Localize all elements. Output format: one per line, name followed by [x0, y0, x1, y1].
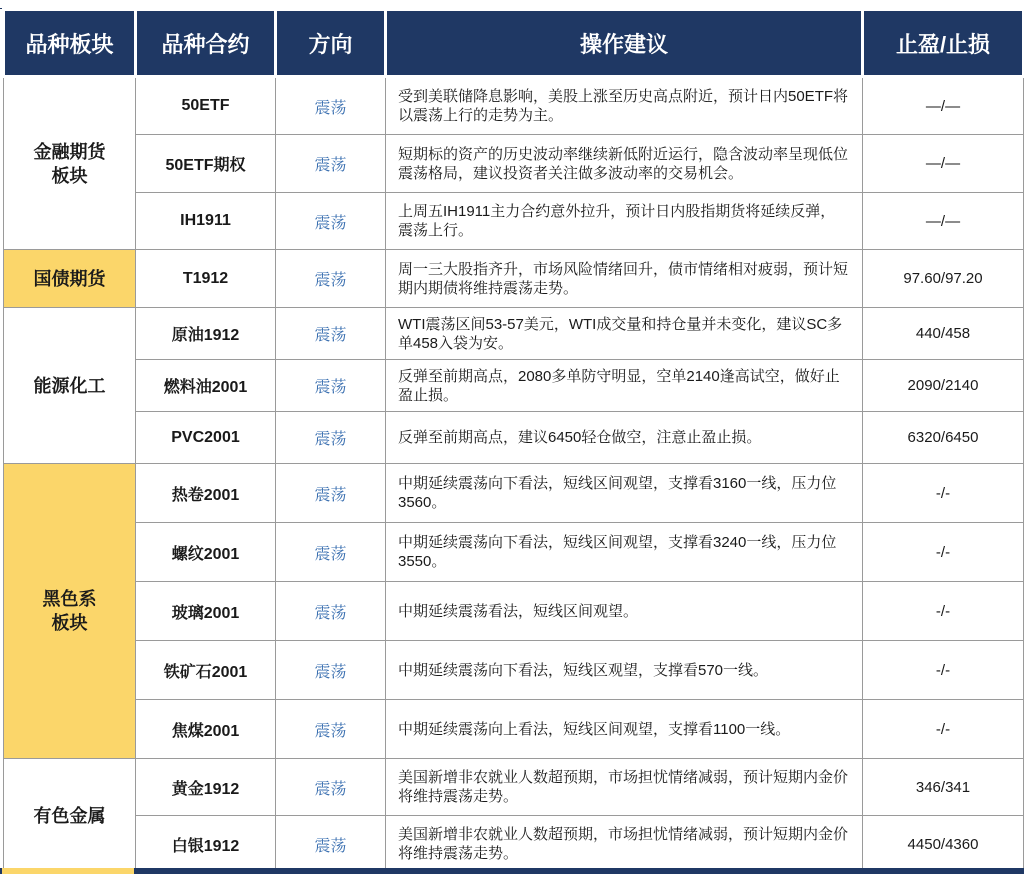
table-row: [4, 816, 1024, 873]
advice-cell: 美国新增非农就业人数超预期，市场担忧情绪减弱，预计短期内金价将维持震荡走势。: [386, 816, 863, 873]
table-row: [4, 250, 1024, 308]
direction-cell: 震荡: [276, 759, 386, 816]
direction-cell: 震荡: [276, 135, 386, 193]
table-row: [4, 308, 1024, 360]
stop-cell: 6320/6450: [863, 412, 1024, 464]
contract-cell: 燃料油2001: [136, 360, 276, 412]
stop-cell: 346/341: [863, 759, 1024, 816]
futures-advice-table: [2, 8, 1024, 873]
category-cell: 金融期货 板块: [4, 77, 136, 250]
contract-cell: 玻璃2001: [136, 582, 276, 641]
direction-cell: 震荡: [276, 308, 386, 360]
direction-cell: 震荡: [276, 464, 386, 523]
advice-cell: 中期延续震荡向下看法，短线区间观望，支撑看3160一线，压力位3560。: [386, 464, 863, 523]
advice-cell: 短期标的资产的历史波动率继续新低附近运行，隐含波动率呈现低位震荡格局，建议投资者关注做多波动率的交易机会。: [386, 135, 863, 193]
direction-cell: 震荡: [276, 700, 386, 759]
contract-cell: 50ETF: [136, 77, 276, 135]
contract-cell: T1912: [136, 250, 276, 308]
stop-cell: 440/458: [863, 308, 1024, 360]
table-row: [4, 641, 1024, 700]
contract-cell: 50ETF期权: [136, 135, 276, 193]
header-direction: 方向: [276, 10, 386, 77]
direction-cell: 震荡: [276, 250, 386, 308]
contract-cell: 螺纹2001: [136, 523, 276, 582]
table-body: [4, 77, 1024, 873]
advice-cell: 中期延续震荡向上看法，短线区间观望，支撑看1100一线。: [386, 700, 863, 759]
table-row: [4, 360, 1024, 412]
stop-cell: —/—: [863, 193, 1024, 250]
category-cell: 黑色系 板块: [4, 464, 136, 759]
direction-cell: 震荡: [276, 412, 386, 464]
contract-cell: 焦煤2001: [136, 700, 276, 759]
advice-cell: 上周五IH1911主力合约意外拉升，预计日内股指期货将延续反弹，震荡上行。: [386, 193, 863, 250]
contract-cell: IH1911: [136, 193, 276, 250]
advice-cell: 受到美联储降息影响，美股上涨至历史高点附近，预计日内50ETF将以震荡上行的走势为主。: [386, 77, 863, 135]
stop-cell: 4450/4360: [863, 816, 1024, 873]
table-row: [4, 77, 1024, 135]
table-row: [4, 582, 1024, 641]
advice-cell: 反弹至前期高点，2080多单防守明显，空单2140逢高试空，做好止盈止损。: [386, 360, 863, 412]
table-row: [4, 193, 1024, 250]
contract-cell: 黄金1912: [136, 759, 276, 816]
header-advice: 操作建议: [386, 10, 863, 77]
next-section-header-edge: [0, 868, 1024, 874]
table-row: [4, 412, 1024, 464]
advice-cell: 中期延续震荡看法，短线区间观望。: [386, 582, 863, 641]
advice-cell: 周一三大股指齐升，市场风险情绪回升，债市情绪相对疲弱，预计短期内期债将维持震荡走势。: [386, 250, 863, 308]
advice-cell: WTI震荡区间53-57美元，WTI成交量和持仓量并未变化，建议SC多单458入袋为安。: [386, 308, 863, 360]
stop-cell: —/—: [863, 135, 1024, 193]
direction-cell: 震荡: [276, 582, 386, 641]
header-row: [4, 10, 1024, 77]
stop-cell: —/—: [863, 77, 1024, 135]
direction-cell: 震荡: [276, 360, 386, 412]
direction-cell: 震荡: [276, 641, 386, 700]
category-cell: 有色金属: [4, 759, 136, 873]
table-row: [4, 759, 1024, 816]
direction-cell: 震荡: [276, 193, 386, 250]
contract-cell: 热卷2001: [136, 464, 276, 523]
direction-cell: 震荡: [276, 77, 386, 135]
next-category-edge: [2, 868, 134, 874]
table-row: [4, 464, 1024, 523]
contract-cell: PVC2001: [136, 412, 276, 464]
advice-cell: 中期延续震荡向下看法，短线区间观望，支撑看3240一线，压力位3550。: [386, 523, 863, 582]
stop-cell: 2090/2140: [863, 360, 1024, 412]
stop-cell: -/-: [863, 464, 1024, 523]
stop-cell: 97.60/97.20: [863, 250, 1024, 308]
header-stop: 止盈/止损: [863, 10, 1024, 77]
contract-cell: 铁矿石2001: [136, 641, 276, 700]
table-row: [4, 523, 1024, 582]
advice-cell: 反弹至前期高点，建议6450轻仓做空，注意止盈止损。: [386, 412, 863, 464]
stop-cell: -/-: [863, 582, 1024, 641]
table-row: [4, 700, 1024, 759]
contract-cell: 原油1912: [136, 308, 276, 360]
stop-cell: -/-: [863, 641, 1024, 700]
table-row: [4, 135, 1024, 193]
contract-cell: 白银1912: [136, 816, 276, 873]
advice-cell: 中期延续震荡向下看法，短线区观望，支撑看570一线。: [386, 641, 863, 700]
direction-cell: 震荡: [276, 523, 386, 582]
header-contract: 品种合约: [136, 10, 276, 77]
category-cell: 国债期货: [4, 250, 136, 308]
stop-cell: -/-: [863, 700, 1024, 759]
direction-cell: 震荡: [276, 816, 386, 873]
category-cell: 能源化工: [4, 308, 136, 464]
stop-cell: -/-: [863, 523, 1024, 582]
advice-cell: 美国新增非农就业人数超预期，市场担忧情绪减弱，预计短期内金价将维持震荡走势。: [386, 759, 863, 816]
header-category: 品种板块: [4, 10, 136, 77]
